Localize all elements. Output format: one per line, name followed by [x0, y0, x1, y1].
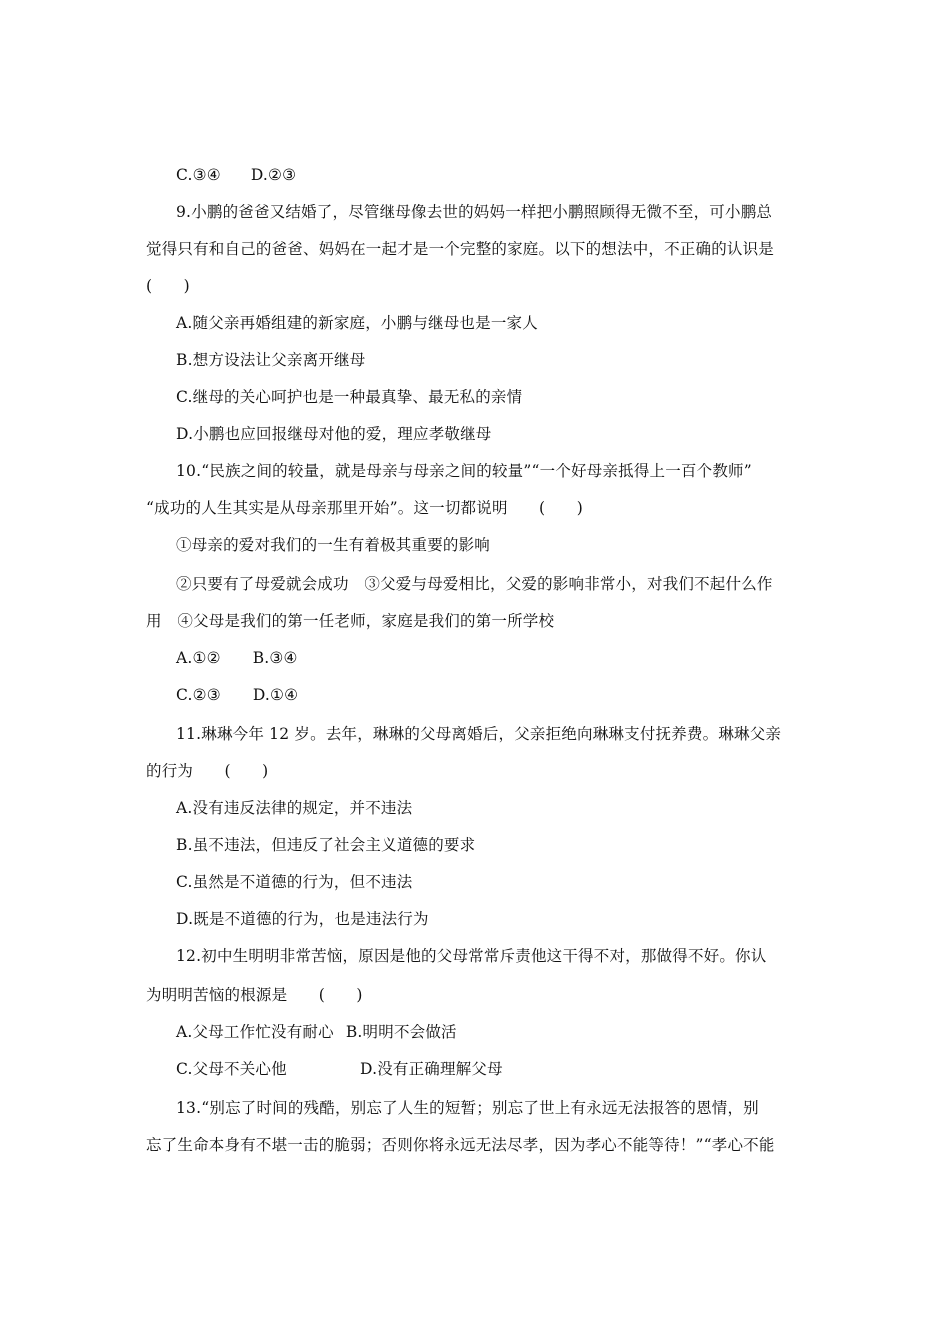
- q13-stem-line1: 13.“别忘了时间的残酷，别忘了人生的短暂；别忘了世上有永远无法报答的恩情，别: [176, 1099, 759, 1117]
- q9-option-c: C.继母的关心呵护也是一种最真挚、最无私的亲情: [176, 388, 523, 406]
- q10-stem-line1: 10.“民族之间的较量，就是母亲与母亲之间的较量”“一个好母亲抵得上一百个教师”: [176, 462, 752, 480]
- q9-option-d: D.小鹏也应回报继母对他的爱，理应孝敬继母: [176, 425, 492, 443]
- q11-option-a: A.没有违反法律的规定，并不违法: [176, 799, 413, 817]
- q12-options-cd: [176, 1059, 503, 1079]
- q10-option-b: B.③④: [252, 649, 298, 667]
- q11-stem-line2: 的行为 ( ): [146, 762, 269, 780]
- q12-option-b: B.明明不会做活: [345, 1023, 457, 1041]
- q10-option-d: D.①④: [252, 686, 299, 704]
- q11-option-c: C.虽然是不道德的行为，但不违法: [176, 873, 413, 891]
- q8-option-d: D.②③: [250, 166, 297, 184]
- q10-stem-line2: “成功的人生其实是从母亲那里开始”。这一切都说明 ( ): [146, 499, 583, 517]
- q9-stem-line2: 觉得只有和自己的爸爸、妈妈在一起才是一个完整的家庭。以下的想法中，不正确的认识是: [146, 240, 775, 258]
- q9-stem-line1: 9.小鹏的爸爸又结婚了，尽管继母像去世的妈妈一样把小鹏照顾得无微不至，可小鹏总: [176, 203, 773, 221]
- q9-option-b: B.想方设法让父亲离开继母: [176, 351, 366, 369]
- q12-stem-line1: 12.初中生明明非常苦恼，原因是他的父母常常斥责他这干得不对，那做得不好。你认: [176, 947, 767, 965]
- q11-option-d: D.既是不道德的行为，也是违法行为: [176, 910, 429, 928]
- q8-options-cd: [176, 165, 296, 185]
- q8-option-c: C.③④: [176, 166, 221, 184]
- q10-statement-3-4: 用 ④父母是我们的第一任老师，家庭是我们的第一所学校: [146, 612, 555, 630]
- q12-option-d: D.没有正确理解父母: [360, 1060, 503, 1078]
- q12-option-a: A.父母工作忙没有耐心: [176, 1023, 334, 1041]
- q12-options-ab: [176, 1022, 457, 1042]
- q11-stem-line1: 11.琳琳今年 12 岁。去年，琳琳的父母离婚后，父亲拒绝向琳琳支付抚养费。琳琳父亲: [176, 725, 782, 743]
- q10-options-cd: [176, 685, 298, 705]
- q10-options-ab: [176, 648, 298, 668]
- q11-option-b: B.虽不违法，但违反了社会主义道德的要求: [176, 836, 476, 854]
- q10-statement-2-3: ②只要有了母爱就会成功 ③父爱与母爱相比，父爱的影响非常小，对我们不起什么作: [176, 575, 773, 593]
- q10-option-a: A.①②: [176, 649, 221, 667]
- q9-stem-line3: ( ): [146, 277, 190, 295]
- q12-stem-line2: 为明明苦恼的根源是 ( ): [146, 986, 363, 1004]
- q9-option-a: A.随父亲再婚组建的新家庭，小鹏与继母也是一家人: [176, 314, 538, 332]
- q13-stem-line2: 忘了生命本身有不堪一击的脆弱；否则你将永远无法尽孝，因为孝心不能等待！”“孝心不能: [146, 1136, 775, 1154]
- q10-statement-1: ①母亲的爱对我们的一生有着极其重要的影响: [176, 536, 491, 554]
- q12-option-c: C.父母不关心他: [176, 1060, 287, 1078]
- q10-option-c: C.②③: [176, 686, 221, 704]
